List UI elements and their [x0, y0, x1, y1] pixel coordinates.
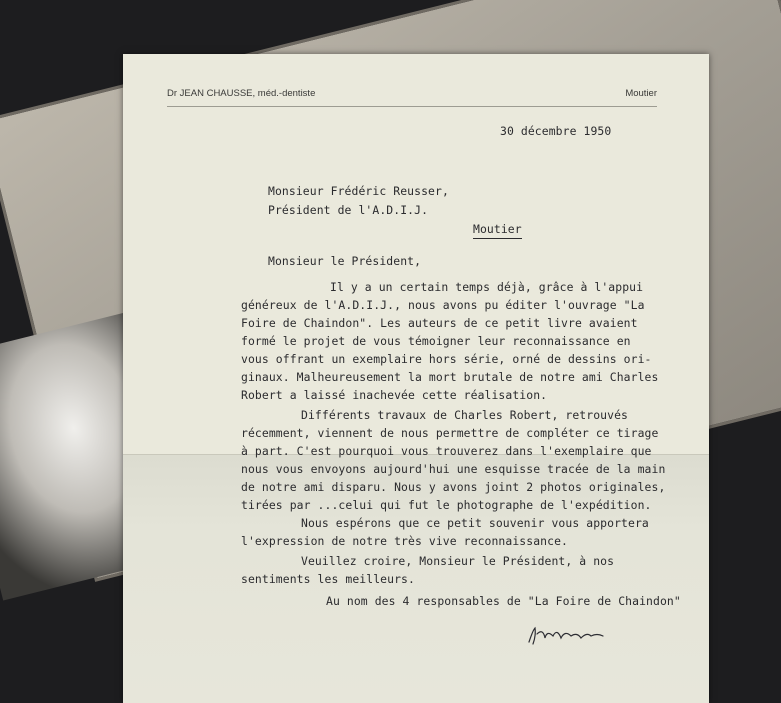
body-line: de notre ami disparu. Nous y avons joint 2 photos originales, [241, 480, 666, 494]
recipient-title: Président de l'A.D.I.J. [268, 203, 429, 217]
recipient-name: Monsieur Frédéric Reusser, [268, 184, 449, 198]
letter-sheet [123, 54, 709, 702]
body-line: Veuillez croire, Monsieur le Président, à nos [301, 554, 615, 568]
body-line: Foire de Chaindon". Les auteurs de ce petit livre avaient [241, 316, 638, 330]
letterhead-place: Moutier [625, 88, 657, 99]
letterhead [167, 88, 657, 104]
body-line: Nous espérons que ce petit souvenir vous apportera [301, 516, 649, 530]
letterhead-sender: Dr JEAN CHAUSSE, méd.-dentiste [167, 88, 316, 99]
body-line: Différents travaux de Charles Robert, retrouvés [301, 408, 629, 422]
signature [525, 624, 625, 648]
recipient-city: Moutier [473, 222, 522, 239]
body-line: tirées par ...celui qui fut le photographe de l'expédition. [241, 498, 652, 512]
body-line: nous vous envoyons aujourd'hui une esquisse tracée de la main [241, 462, 666, 476]
body-line: vous offrant un exemplaire hors série, orné de dessins ori- [241, 352, 652, 366]
body-line: à part. C'est pourquoi vous trouverez dans l'exemplaire que [241, 444, 652, 458]
body-line: récemment, viennent de nous permettre de compléter ce tirage [241, 426, 659, 440]
body-line: Il y a un certain temps déjà, grâce à l'appui [330, 280, 644, 294]
body-line: l'expression de notre très vive reconnaissance. [241, 534, 569, 548]
body-line: généreux de l'A.D.I.J., nous avons pu éditer l'ouvrage "La [241, 298, 645, 312]
salutation: Monsieur le Président, [268, 254, 422, 268]
closing-line: Au nom des 4 responsables de "La Foire de Chaindon" [326, 594, 681, 608]
body-line: sentiments les meilleurs. [241, 572, 415, 586]
body-line: ginaux. Malheureusement la mort brutale de notre ami Charles [241, 370, 659, 384]
body-line: Robert a laissé inachevée cette réalisation. [241, 388, 548, 402]
body-line: formé le projet de vous témoigner leur reconnaissance en [241, 334, 631, 348]
letterhead-rule [167, 106, 657, 107]
letter-date: 30 décembre 1950 [500, 124, 612, 138]
